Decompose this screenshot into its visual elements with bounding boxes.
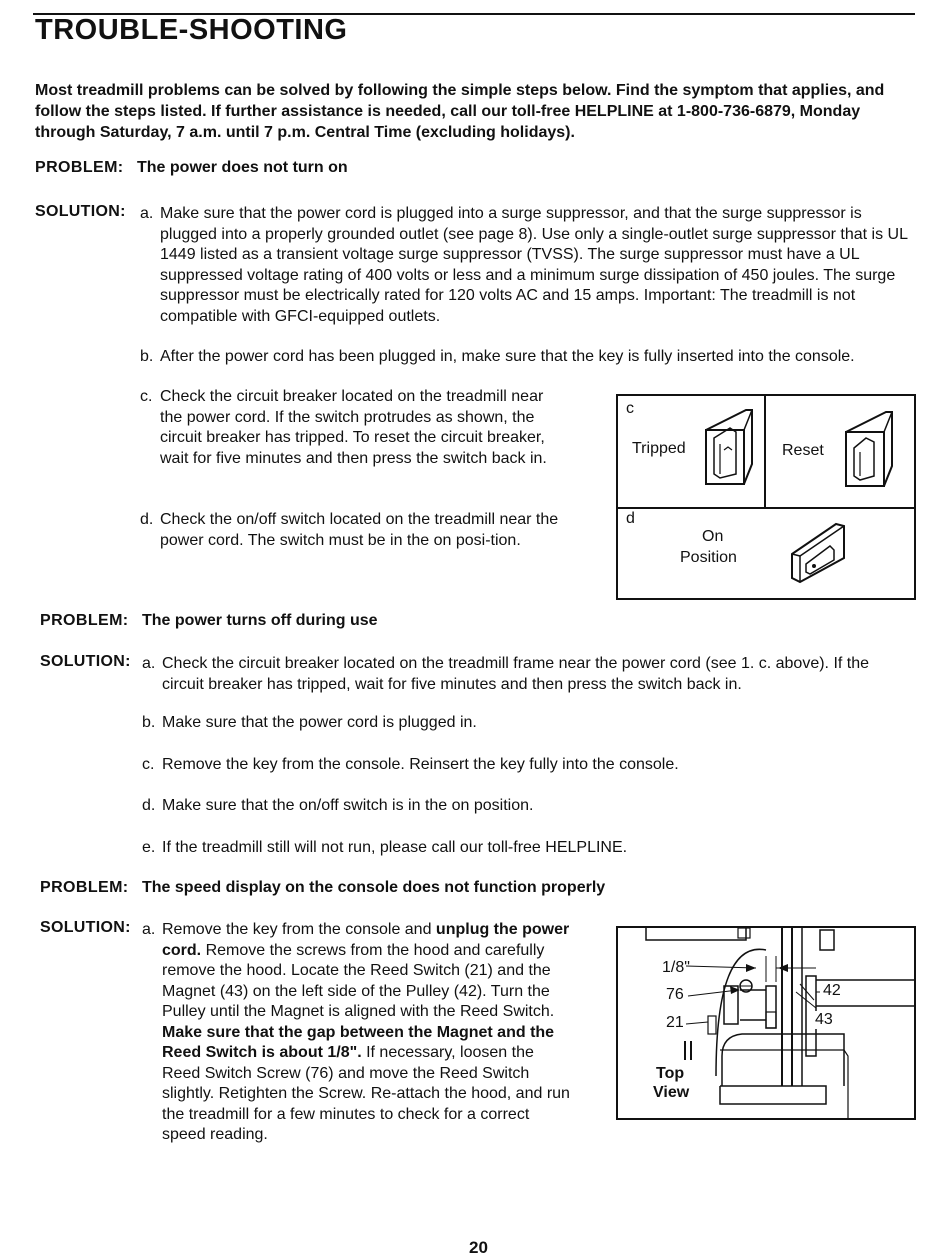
problem-2-step-a	[142, 654, 915, 695]
callout-42: 42	[823, 982, 841, 999]
tripped-label: Tripped	[632, 440, 686, 457]
step-text: Make sure that the on/off switch is in the on position.	[162, 797, 534, 814]
solution-3-label: SOLUTION:	[40, 919, 131, 936]
problem-3-heading	[40, 879, 605, 897]
step-text: Check the circuit breaker located on the treadmill near the power cord. If the switch protrudes as shown, the circuit breaker has tripped. To reset the circuit breaker, wait for five minutes and then press the switch back in.	[160, 388, 547, 467]
step-letter: a.	[142, 921, 156, 938]
reset-label: Reset	[782, 442, 824, 459]
figure-divider-vertical	[764, 396, 766, 507]
step-text: Make sure that the power cord is plugged into a surge suppressor, and that the surge suppressor is plugged into a properly grounded outlet (see page 8). Use only a single-outlet surge suppressor that is UL 1449 listed as a transient voltage surge suppressor (TVSS). The surge suppressor must have a UL suppressed voltage rating of 400 volts or less and a minimum surge dissipation of 450 joules. The surge suppressor must be electrically rated for 120 volts AC and 15 amps. Important: The treadmill is not compatible with GFCI-equipped outlets.	[160, 205, 908, 325]
emphasis-unplug: unplug the power cord.	[162, 921, 570, 959]
reset-switch-icon	[844, 410, 900, 490]
solution-1-label: SOLUTION:	[35, 203, 126, 220]
step-letter: b.	[142, 714, 156, 731]
view-label: View	[653, 1084, 690, 1101]
callout-21: 21	[666, 1014, 684, 1031]
problem-3-title: The speed display on the console does not function properly	[142, 879, 606, 896]
problem-1-step-b	[140, 347, 915, 368]
problem-label: PROBLEM:	[40, 879, 129, 896]
figure-c-letter: c	[626, 400, 634, 417]
figure-d-letter: d	[626, 510, 635, 527]
emphasis-gap: Make sure that the gap between the Magnet and the Reed Switch is about 1/8".	[162, 1023, 555, 1061]
switch-figure	[616, 394, 916, 600]
problem-1-title: The power does not turn on	[137, 159, 348, 176]
position-label: Position	[680, 549, 737, 566]
problem-1-heading	[35, 159, 348, 177]
problem-1-step-a	[140, 204, 915, 327]
step-text: Remove the key from the console and unplug the power cord. Remove the screws from the hood and carefully remove the hood. Locate the Reed Switch (21) and the Magnet (43) on the left side of the Pulley (42). Turn the Pulley until the Magnet is aligned with the Reed Switch. Make sure that the gap between the Magnet and the Reed Switch is about 1/8". If necessary, loosen the Reed Switch Screw (76) and move the Reed Switch slightly. Retighten the Screw. Re-attach the hood, and run the treadmill for a few minutes to check for a correct speed reading.	[162, 921, 570, 1143]
problem-2-heading	[40, 612, 378, 630]
intro-paragraph: Most treadmill problems can be solved by following the simple steps below. Find the symptom that applies, and follow the steps listed. If further assistance is needed, call our toll-free HELPLINE at 1-800-736-6879, Monday through Saturday, 7 a.m. until 7 p.m. Central Time (excluding holidays).	[35, 82, 885, 141]
step-text: Check the on/off switch located on the treadmill near the power cord. The switch must be in the on posi-tion.	[160, 511, 559, 549]
problem-2-step-b	[142, 713, 915, 734]
step-letter: c.	[142, 756, 155, 773]
step-text: After the power cord has been plugged in, make sure that the key is fully inserted into the console.	[160, 348, 855, 365]
problem-2-step-e	[142, 838, 915, 859]
callout-43: 43	[815, 1011, 833, 1028]
step-letter: d.	[142, 797, 156, 814]
on-switch-icon	[788, 520, 850, 586]
page-title: TROUBLE-SHOOTING	[35, 14, 348, 46]
figure-divider-horizontal	[618, 507, 914, 509]
problem-label: PROBLEM:	[35, 159, 124, 176]
problem-2-title: The power turns off during use	[142, 612, 378, 629]
problem-1-step-d	[140, 510, 570, 551]
step-text: Remove the key from the console. Reinsert the key fully into the console.	[162, 756, 679, 773]
gap-label: 1/8"	[662, 959, 690, 976]
callout-76: 76	[666, 986, 684, 1003]
problem-3-step-a	[142, 920, 574, 1146]
step-letter: a.	[140, 205, 154, 222]
step-letter: e.	[142, 839, 156, 856]
top-label: Top	[656, 1065, 685, 1082]
reed-switch-figure	[616, 926, 916, 1120]
problem-2-step-d	[142, 796, 915, 817]
problem-2-step-c	[142, 755, 915, 776]
page-number: 20	[469, 1238, 488, 1257]
tripped-switch-icon	[704, 408, 760, 488]
step-letter: c.	[140, 388, 153, 405]
step-letter: b.	[140, 348, 154, 365]
step-letter: d.	[140, 511, 154, 528]
problem-1-step-c	[140, 387, 560, 469]
on-label: On	[702, 528, 724, 545]
problem-label: PROBLEM:	[40, 612, 129, 629]
step-text: If the treadmill still will not run, please call our toll-free HELPLINE.	[162, 839, 628, 856]
solution-2-label: SOLUTION:	[40, 653, 131, 670]
step-letter: a.	[142, 655, 156, 672]
step-text: Make sure that the power cord is plugged in.	[162, 714, 477, 731]
step-text: Check the circuit breaker located on the treadmill frame near the power cord (see 1. c. above). If the circuit breaker has tripped, wait for five minutes and then press the switch back in.	[162, 655, 870, 693]
